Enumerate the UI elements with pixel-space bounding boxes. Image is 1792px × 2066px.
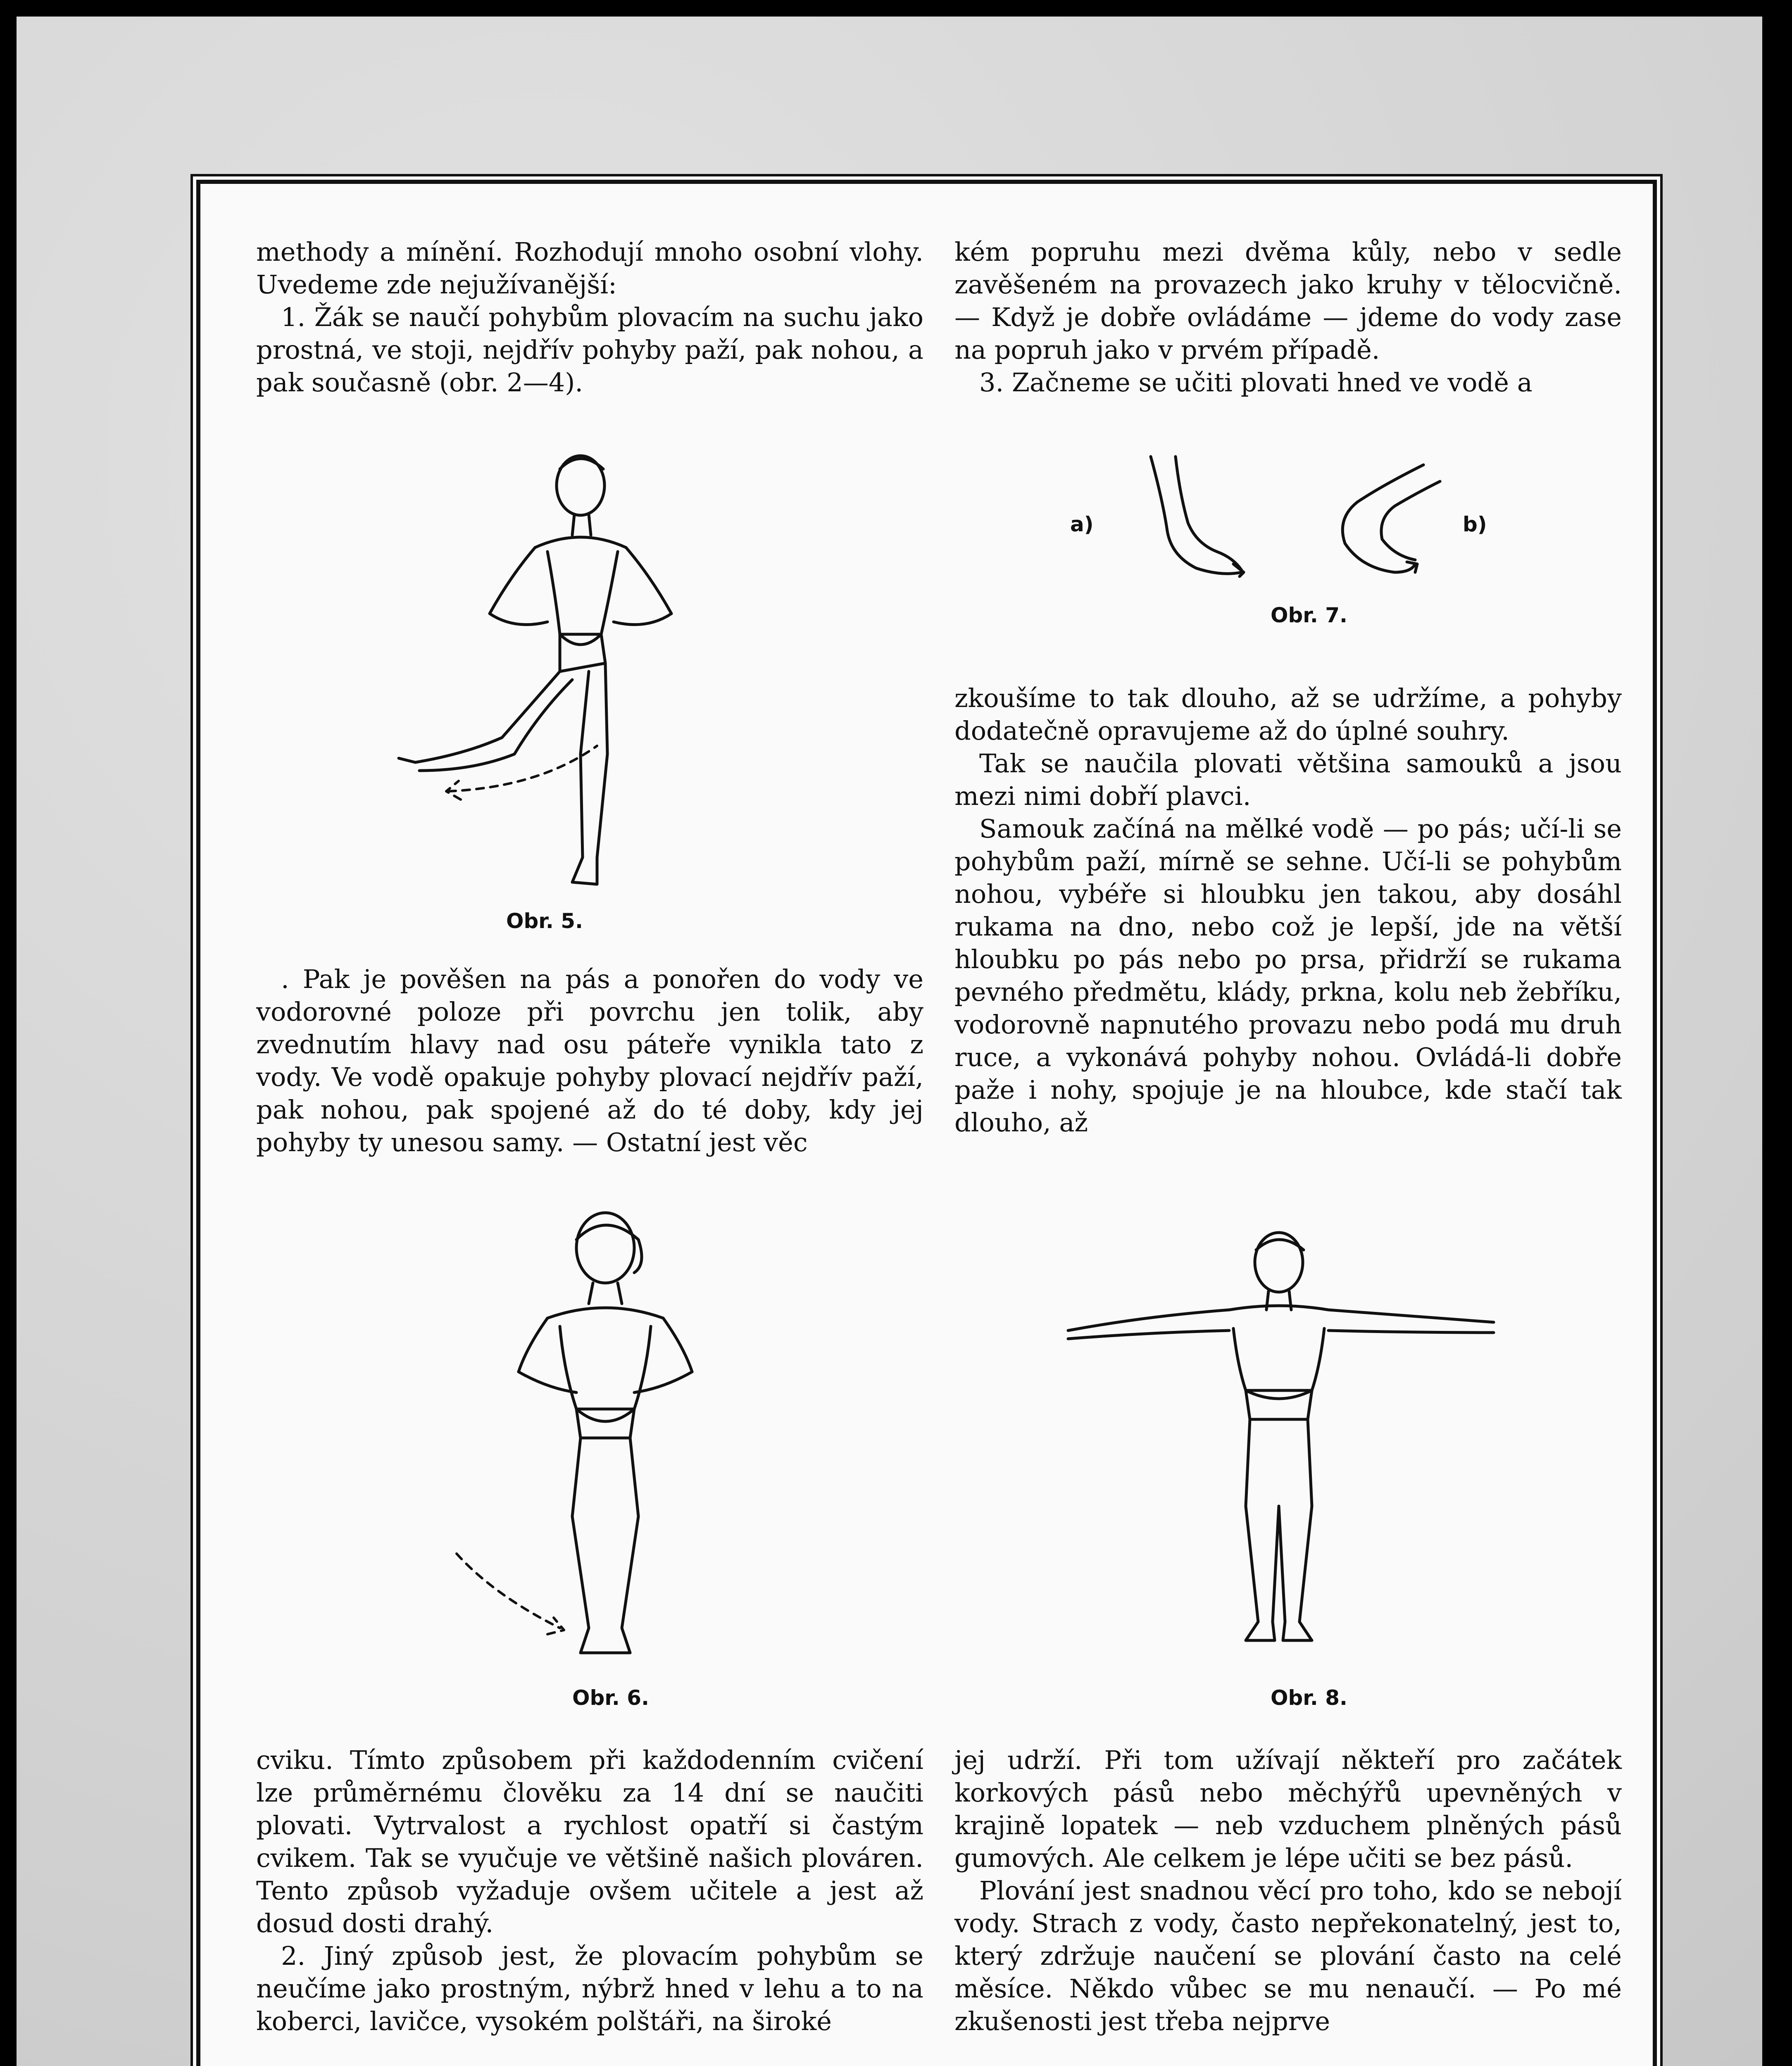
left-column-bottom [256, 1744, 923, 2037]
paragraph: Plování jest snadnou věcí pro toho, kdo se nebojí vody. Strach z vody, často nepřekonatelný, jest to, který zdržuje naučení se plování často na celé měsíce. Někdo vůbec se mu nenaučí. — Po mé zkušenosti jest třeba nejprve [954, 1876, 1622, 2036]
paragraph: 1. Žák se naučí pohybům plovacím na suchu jako prostná, ve stoji, nejdřív pohyby paží, pak nohou, a pak současně (obr. 2—4). [256, 302, 923, 397]
paragraph: cviku. Tímto způsobem při každodenním cvičení lze průměrnému člověku za 14 dní se naučiti plovati. Vytrvalost a rychlost opatří si častým cvikem. Tak se vyučuje ve většině našich plováren. Tento způsob vyžaduje ovšem učitele a jest až dosud dosti drahý. [256, 1745, 923, 1938]
paragraph: 3. Začneme se učiti plovati hned ve vodě a [979, 367, 1533, 397]
figure-5-caption: Obr. 5. [506, 909, 583, 933]
scanned-page [17, 17, 1762, 2066]
left-column-top [256, 236, 923, 399]
figure-7-caption: Obr. 7. [1271, 603, 1348, 627]
figure-7-illustration [1126, 448, 1465, 585]
right-column-bottom [954, 1744, 1622, 2037]
figure-7-label-b: b) [1463, 512, 1487, 536]
paragraph: Tak se naučila plovati většina samouků a jsou mezi nimi dobří plavci. [954, 748, 1622, 811]
right-column-middle [954, 682, 1622, 1139]
paragraph: methody a mínění. Rozhodují mnoho osobní vlohy. Uvedeme zde nejužívanější: [256, 237, 923, 300]
paragraph: . Pak je pověšen na pás a ponořen do vody ve vodorovné poloze při povrchu jen tolik, aby zvednutím hlavy nad osu páteře vynikla tato z vody. Ve vodě opakuje pohyby plovací nejdřív paží, pak nohou, pak spojené až do té doby, kdy jej pohyby ty unesou samy. — Ostatní jest věc [256, 964, 923, 1157]
right-column-top [954, 236, 1622, 399]
paragraph: zkoušíme to tak dlouho, až se udržíme, a pohyby dodatečně opravujeme až do úplné souhry. [954, 683, 1622, 746]
figure-8-caption: Obr. 8. [1271, 1686, 1348, 1710]
left-column-middle [256, 963, 923, 1159]
paragraph: 2. Jiný způsob jest, že plovacím pohybům se neučíme jako prostným, nýbrž hned v lehu a to na koberci, lavičce, vysokém polštáři, na široké [256, 1941, 923, 2036]
page-frame [196, 180, 1657, 2066]
paragraph: jej udrží. Při tom užívají někteří pro začátek korkových pásů nebo měchýřů upevněných v krajině lopatek — neb vzduchem plněných pásů gumových. Ale celkem je lépe učiti se bez pásů. [954, 1745, 1622, 1873]
figure-5-illustration [366, 440, 738, 911]
figure-6-caption: Obr. 6. [572, 1686, 650, 1710]
paragraph: Samouk začíná na mělké vodě — po pás; učí-li se pohybům paží, mírně se sehne. Učí-li se pohybům nohou, vybéře si hloubku jen takou, aby dosáhl rukama na dno, nebo což je lepší, jde na větší hloubku po pás nebo po prsa, přidrží se rukama pevného předmětu, klády, prkna, kolu neb žebříku, vodorovně napnutého provazu nebo podá mu druh ruce, a vykonává pohyby nohou. Ovládá-li dobře paže i nohy, spojuje je na hloubce, kde stačí tak dlouho, až [954, 814, 1622, 1138]
paragraph: kém popruhu mezi dvěma kůly, nebo v sedle zavěšeném na provazech jako kruhy v tělocvičně. — Když je dobře ovládáme — jdeme do vody zase na popruh jako v prvém případě. [954, 237, 1622, 365]
figure-7-label-a: a) [1070, 512, 1094, 536]
figure-8-illustration [1064, 1233, 1498, 1671]
figure-6-illustration [424, 1215, 754, 1686]
